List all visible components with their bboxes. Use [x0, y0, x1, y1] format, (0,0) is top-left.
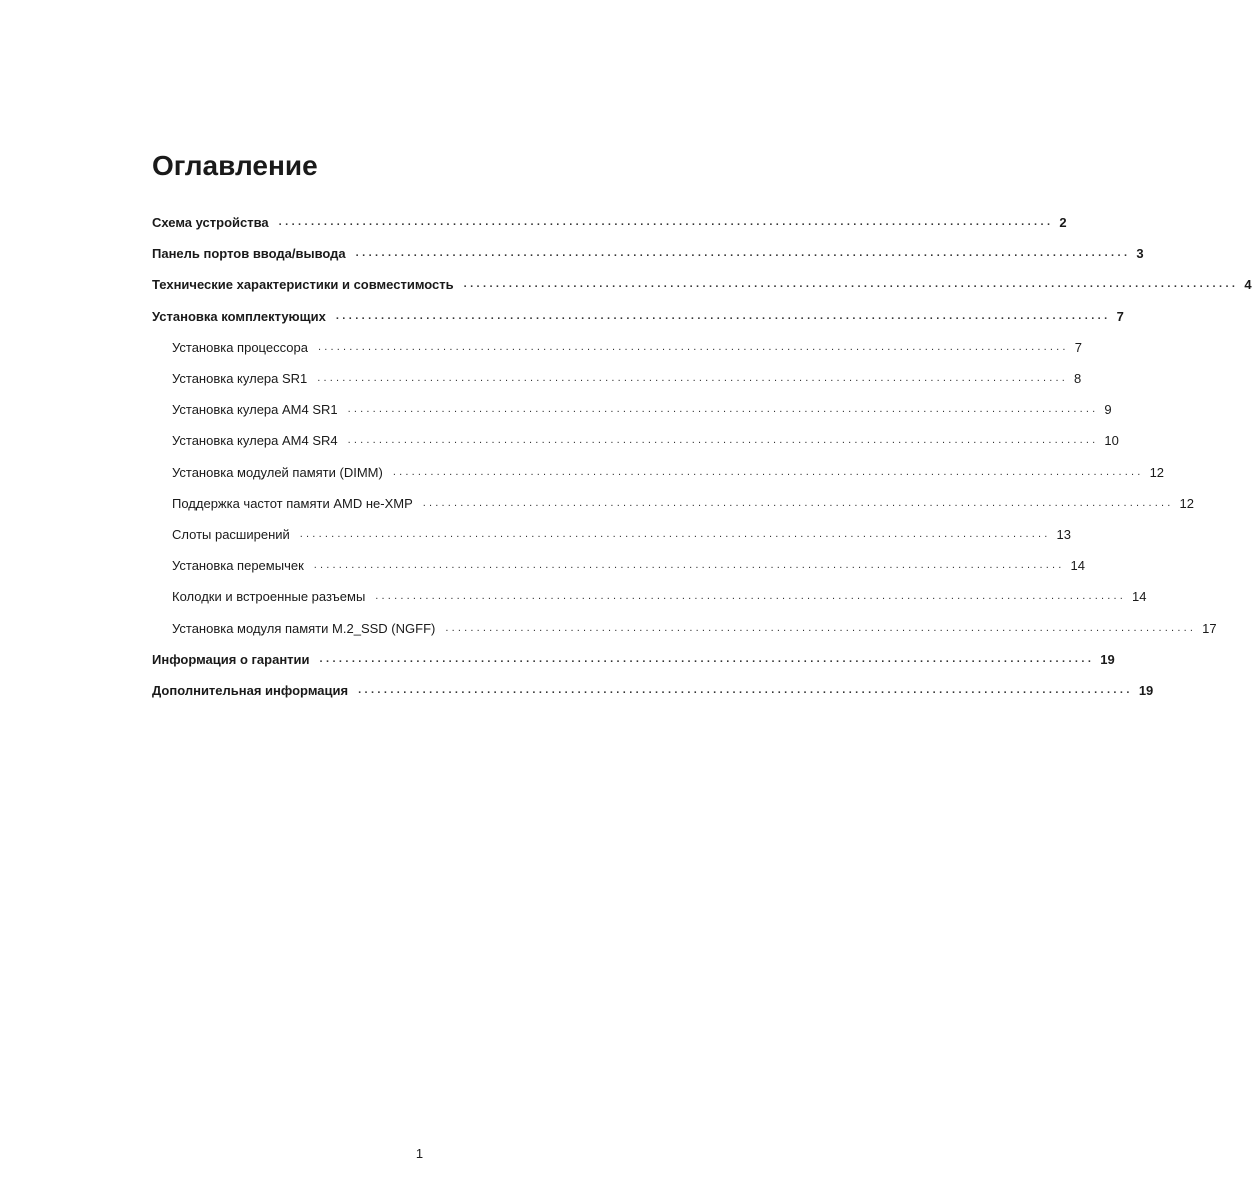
toc-entry[interactable] [152, 644, 1115, 675]
table-of-contents [152, 207, 1252, 706]
toc-dot-leader: ........................................................................................................................ [347, 403, 1099, 416]
toc-dot-leader: ........................................................................................................................ [422, 496, 1174, 509]
toc-dot-leader: ........................................................................................................................ [463, 278, 1239, 291]
toc-entry-page: 14 [1132, 589, 1147, 605]
toc-dot-leader: ........................................................................................................................ [445, 621, 1197, 634]
toc-entry-label: Установка перемычек [172, 558, 304, 574]
page-number: 1 [415, 1146, 424, 1161]
toc-entry-page: 7 [1116, 308, 1124, 324]
toc-entry-label: Колодки и встроенные разъемы [172, 589, 366, 605]
toc-entry[interactable] [152, 301, 1124, 332]
toc-entry-label: Установка модулей памяти (DIMM) [172, 464, 383, 480]
toc-entry-page: 9 [1104, 402, 1112, 418]
toc-entry-page: 4 [1244, 277, 1252, 293]
toc-entry[interactable] [152, 207, 1067, 238]
toc-dot-leader: ........................................................................................................................ [355, 247, 1131, 260]
toc-entry-label: Поддержка частот памяти AMD не-XMP [172, 495, 413, 511]
toc-entry-label: Слоты расширений [172, 526, 290, 542]
toc-entry-label: Установка комплектующих [152, 308, 326, 324]
toc-entry-page: 7 [1074, 339, 1082, 355]
page-title: Оглавление [152, 150, 318, 181]
toc-entry[interactable] [152, 332, 1082, 363]
toc-entry-page: 12 [1149, 464, 1165, 480]
toc-entry-label: Установка кулера AM4 SR4 [172, 433, 338, 449]
toc-entry[interactable] [152, 394, 1112, 425]
toc-dot-leader: ........................................................................................................................ [317, 372, 1069, 385]
toc-entry-label: Установка модуля памяти M.2_SSD (NGFF) [172, 620, 436, 636]
toc-entry[interactable] [152, 519, 1072, 550]
toc-entry-label: Схема устройства [152, 215, 269, 231]
toc-entry[interactable] [152, 457, 1165, 488]
toc-entry[interactable] [152, 581, 1147, 612]
toc-entry-label: Установка кулера AM4 SR1 [172, 402, 338, 418]
toc-entry-page: 3 [1136, 246, 1144, 262]
toc-dot-leader: ........................................................................................................................ [358, 683, 1133, 696]
toc-dot-leader: ........................................................................................................................ [335, 309, 1111, 322]
toc-dot-leader: ........................................................................................................................ [299, 527, 1051, 540]
toc-entry[interactable] [152, 238, 1144, 269]
toc-dot-leader: ........................................................................................................................ [347, 434, 1099, 447]
toc-dot-leader: ........................................................................................................................ [392, 465, 1144, 478]
toc-entry-label: Дополнительная информация [152, 682, 349, 698]
toc-entry-page: 19 [1100, 651, 1115, 667]
toc-dot-leader: ........................................................................................................................ [278, 216, 1054, 229]
toc-entry-label: Установка процессора [172, 339, 308, 355]
toc-entry-page: 8 [1074, 371, 1082, 387]
toc-entry-page: 10 [1104, 433, 1119, 449]
toc-entry-label: Панель портов ввода/вывода [152, 246, 346, 262]
toc-entry[interactable] [152, 425, 1119, 456]
toc-entry-page: 14 [1070, 558, 1085, 574]
toc-dot-leader: ........................................................................................................................ [319, 652, 1095, 665]
toc-entry[interactable] [152, 612, 1217, 643]
toc-dot-leader: ........................................................................................................................ [313, 559, 1065, 572]
toc-entry-page: 13 [1056, 526, 1072, 542]
toc-entry[interactable] [152, 269, 1252, 300]
toc-entry[interactable] [152, 363, 1082, 394]
toc-entry-label: Информация о гарантии [152, 651, 310, 667]
toc-entry[interactable] [152, 488, 1194, 519]
toc-dot-leader: ........................................................................................................................ [317, 340, 1069, 353]
toc-entry-label: Установка кулера SR1 [172, 371, 308, 387]
toc-entry-page: 2 [1059, 215, 1067, 231]
toc-entry-page: 12 [1179, 495, 1194, 511]
toc-entry[interactable] [152, 550, 1085, 581]
toc-entry-page: 17 [1202, 620, 1217, 636]
toc-entry[interactable] [152, 675, 1154, 706]
toc-entry-label: Технические характеристики и совместимость [152, 277, 454, 293]
toc-entry-page: 19 [1138, 682, 1154, 698]
toc-dot-leader: ........................................................................................................................ [375, 590, 1127, 603]
